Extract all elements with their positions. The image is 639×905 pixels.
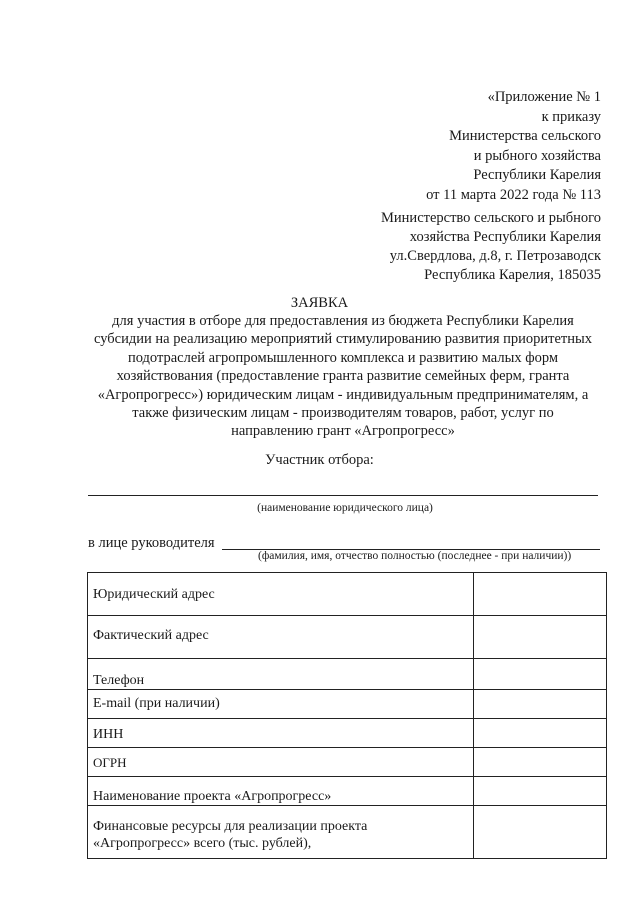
appendix-line: и рыбного хозяйства <box>473 147 601 164</box>
appendix-line: «Приложение № 1 <box>487 89 601 105</box>
table-row <box>88 777 607 806</box>
row-label: Юридический адрес <box>93 587 215 602</box>
document-subtitle <box>78 312 608 441</box>
org-name-hint: (наименование юридического лица) <box>257 502 433 514</box>
appendix-line: Министерства сельского <box>449 128 601 144</box>
row-label: E-mail (при наличии) <box>93 696 220 711</box>
appendix-line: Республики Карелия <box>473 167 601 183</box>
subtitle-line: субсидии на реализацию мероприятий стимулированию развития приоритетных <box>94 331 592 348</box>
applicant-info-table <box>87 572 607 859</box>
row-value-cell[interactable] <box>474 719 607 748</box>
addressee-line: Министерство сельского и рыбного <box>381 210 601 226</box>
row-label-cell <box>88 659 474 690</box>
subtitle-line: также физическим лицам - производителям товаров, работ, услуг по <box>132 405 554 422</box>
addressee-line: Республика Карелия, 185035 <box>424 267 601 283</box>
row-value-cell[interactable] <box>474 777 607 806</box>
row-label-cell <box>88 719 474 748</box>
table-row <box>88 573 607 616</box>
row-label: Телефон <box>93 673 145 688</box>
row-value-cell[interactable] <box>474 573 607 616</box>
row-label: ИНН <box>93 727 124 742</box>
org-name-field-line[interactable] <box>88 495 598 496</box>
appendix-line: к приказу <box>541 108 601 125</box>
subtitle-line: направлению грант «Агропрогресс» <box>231 423 455 440</box>
row-label-cell <box>88 573 474 616</box>
subtitle-line: «Агропрогресс») юридическим лицам - индивидуальным предпринимателям, а <box>97 386 589 403</box>
addressee-block <box>381 209 601 285</box>
row-label-cell <box>88 777 474 806</box>
row-value-cell[interactable] <box>474 806 607 859</box>
table-row <box>88 659 607 690</box>
table-row <box>88 748 607 777</box>
row-value-cell[interactable] <box>474 659 607 690</box>
table-row <box>88 690 607 719</box>
document-title: ЗАЯВКА <box>290 295 349 311</box>
row-label-cell <box>88 806 474 859</box>
appendix-reference <box>426 88 601 205</box>
subtitle-line: хозяйствования (предоставление гранта развитие семейных ферм, гранта <box>116 368 570 385</box>
participant-label: Участник отбора: <box>265 452 374 468</box>
subtitle-line: подотраслей агропромышленного комплекса и развитию малых форм <box>127 349 559 366</box>
row-label: ОГРН <box>93 755 127 770</box>
row-value-cell[interactable] <box>474 690 607 719</box>
row-label: Наименование проекта «Агропрогресс» <box>93 789 332 804</box>
table-row <box>88 616 607 659</box>
row-value-cell[interactable] <box>474 616 607 659</box>
row-label-cell <box>88 690 474 719</box>
subtitle-line: для участия в отборе для предоставления из бюджета Республики Карелия <box>112 313 574 329</box>
addressee-line: хозяйства Республики Карелия <box>409 229 601 245</box>
row-label: Фактический адрес <box>93 628 209 643</box>
head-label: в лице руководителя <box>88 535 215 551</box>
head-name-hint: (фамилия, имя, отчество полностью (последнее - при наличии)) <box>258 550 572 562</box>
appendix-line: от 11 марта 2022 года № 113 <box>426 186 601 203</box>
row-value-cell[interactable] <box>474 748 607 777</box>
row-label-cell <box>88 616 474 659</box>
table-row <box>88 719 607 748</box>
row-label: Финансовые ресурсы для реализации проекта «Агропрогресс» всего (тыс. рублей), <box>93 819 368 851</box>
addressee-line: ул.Свердлова, д.8, г. Петрозаводск <box>389 248 601 264</box>
row-label-cell <box>88 748 474 777</box>
table-row <box>88 806 607 859</box>
